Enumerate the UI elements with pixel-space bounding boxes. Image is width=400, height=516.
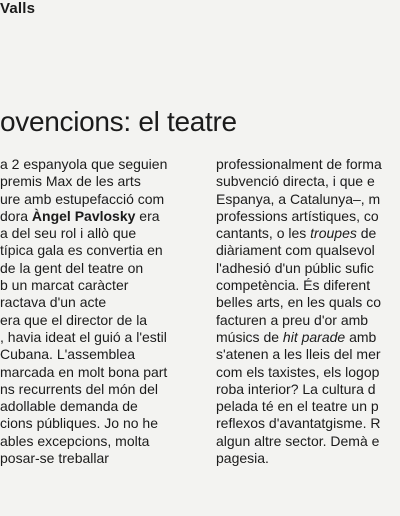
text-line: reflexos d'avantatgisme. R — [216, 415, 381, 432]
text-line: cantants, o les troupes de — [216, 225, 377, 242]
left-column — [0, 156, 196, 467]
text-line: músics de hit parade amb — [216, 328, 377, 345]
text-line: típica gala es convertia en — [0, 242, 163, 259]
text-line: l'adhesió d'un públic sufic — [216, 259, 374, 276]
text-line: premis Max de les arts — [0, 173, 141, 190]
text-line: b un marcat caràcter — [0, 277, 129, 294]
text-line: s'atenen a les lleis del mer — [216, 346, 381, 363]
right-column — [216, 156, 400, 467]
text-line: cions públiques. Jo no he — [0, 415, 158, 432]
text-line: a del seu rol i allò que — [0, 225, 137, 242]
text-line: dora Àngel Pavlosky era — [0, 207, 160, 224]
text-line: professions artístiques, co — [216, 207, 379, 224]
text-line: , havia ideat el guió a l'estil — [0, 328, 167, 345]
text-line: adollable demanda de — [0, 398, 138, 415]
text-line: ns recurrents del món del — [0, 380, 158, 397]
text-line: era que el director de la — [0, 311, 148, 328]
text-line: diàriament com qualsevol — [216, 242, 375, 259]
text-line: facturen a preu d'or amb — [216, 311, 369, 328]
text-line: subvenció directa, i que e — [216, 173, 375, 190]
text-line: marcada en molt bona part — [0, 363, 168, 380]
text-line: roba interior? La cultura d — [216, 380, 376, 397]
article-headline: ovencions: el teatre — [0, 106, 237, 137]
text-line: com els taxistes, els logop — [216, 363, 380, 380]
text-line: professionalment de forma — [216, 156, 382, 172]
text-line: posar-se treballar — [0, 450, 109, 467]
text-line: algun altre sector. Demà e — [216, 432, 380, 449]
author-byline: Valls — [0, 0, 36, 17]
text-line: pagesia. — [216, 450, 269, 467]
text-line: de la gent del teatre on — [0, 259, 144, 276]
text-line: belles arts, en les quals co — [216, 294, 381, 311]
text-line: competència. És diferent — [216, 277, 371, 294]
text-line: a 2 espanyola que seguien — [0, 156, 168, 172]
text-line: ables excepcions, molta — [0, 432, 150, 449]
text-line: Espanya, a Catalunya–, m — [216, 190, 381, 207]
text-line: Cubana. L'assemblea — [0, 346, 135, 363]
text-line: pelada té en el teatre un p — [216, 398, 379, 415]
text-line: ure amb estupefacció com — [0, 190, 165, 207]
text-line: ractava d'un acte — [0, 294, 107, 311]
